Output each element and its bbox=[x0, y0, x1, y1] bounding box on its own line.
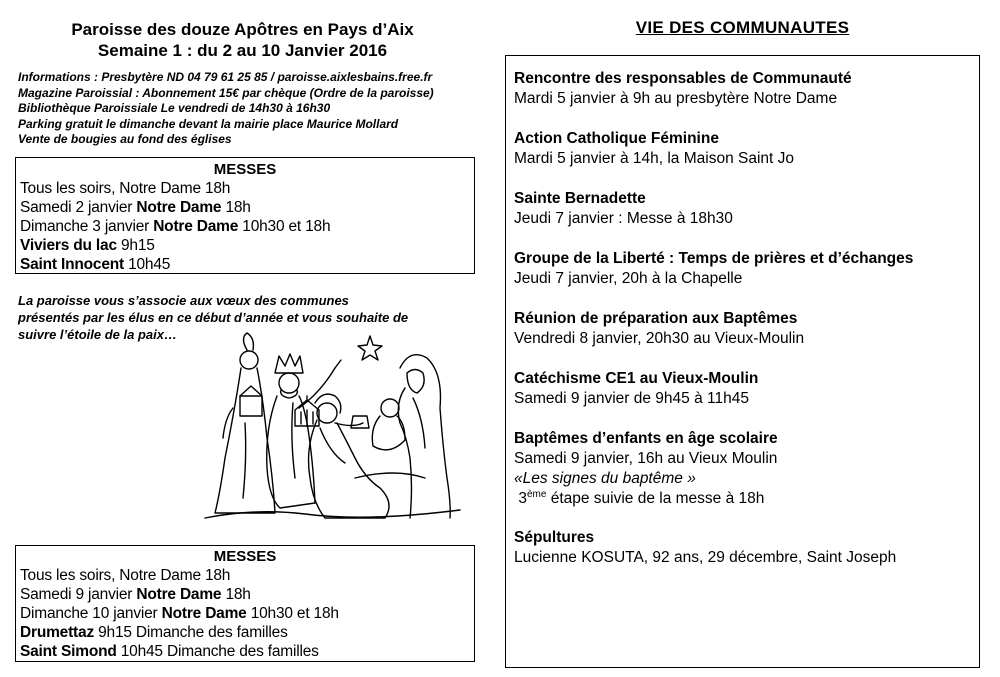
messe-line: Drumettaz 9h15 Dimanche des familles bbox=[20, 624, 288, 641]
messe-line: Dimanche 10 janvier Notre Dame 10h30 et 18h bbox=[20, 605, 339, 622]
vie-item: Sépultures Lucienne KOSUTA, 92 ans, 29 décembre, Saint Joseph bbox=[514, 529, 897, 566]
messe-line: Samedi 2 janvier Notre Dame 18h bbox=[20, 199, 251, 216]
vie-box bbox=[505, 55, 980, 668]
messe-line: Saint Innocent 10h45 bbox=[20, 256, 171, 273]
vie-item: Action Catholique Féminine Mardi 5 janvier à 14h, la Maison Saint Jo bbox=[514, 130, 795, 167]
info-line: Magazine Paroissial : Abonnement 15€ par chèque (Ordre de la paroisse) bbox=[18, 85, 434, 100]
messes-box-week2 bbox=[15, 545, 475, 662]
vie-item: Rencontre des responsables de Communauté Mardi 5 janvier à 9h au presbytère Notre Dame bbox=[514, 70, 852, 107]
vie-item: Baptêmes d’enfants en âge scolaire Samedi 9 janvier, 16h au Vieux Moulin «Les signes du baptême » 3ème étape suivie de la messe à 18h bbox=[514, 430, 778, 507]
messe-line: Saint Simond 10h45 Dimanche des familles bbox=[20, 643, 319, 660]
nativity-illustration bbox=[195, 328, 470, 533]
info-line: Parking gratuit le dimanche devant la mairie place Maurice Mollard bbox=[18, 116, 399, 131]
info-line: Bibliothèque Paroissiale Le vendredi de 14h30 à 16h30 bbox=[18, 101, 331, 115]
messe-line: Tous les soirs, Notre Dame 18h bbox=[20, 180, 231, 197]
messes-title: MESSES bbox=[213, 548, 277, 565]
messes-title: MESSES bbox=[213, 161, 277, 178]
messe-line: Samedi 9 janvier Notre Dame 18h bbox=[20, 586, 251, 603]
vie-item: Catéchisme CE1 au Vieux-Moulin Samedi 9 janvier de 9h45 à 11h45 bbox=[514, 370, 759, 407]
messe-line: Dimanche 3 janvier Notre Dame 10h30 et 18h bbox=[20, 218, 331, 235]
star-icon bbox=[358, 336, 382, 360]
messes-box-week1 bbox=[15, 157, 475, 274]
voeux-text: La paroisse vous s’associe aux vœux des communes présentés par les élus en ce début d’année et vous souhaite de suivre l’étoile de la paix… bbox=[18, 293, 409, 342]
vie-item: Groupe de la Liberté : Temps de prières et d’échanges Jeudi 7 janvier, 20h à la Chapelle bbox=[514, 250, 914, 287]
messe-line: Viviers du lac 9h15 bbox=[20, 237, 155, 254]
messe-line: Tous les soirs, Notre Dame 18h bbox=[20, 567, 231, 584]
vie-title: VIE DES COMMUNAUTES bbox=[635, 18, 850, 37]
info-line: Vente de bougies au fond des églises bbox=[18, 132, 232, 146]
info-line: Informations : Presbytère ND 04 79 61 25 85 / paroisse.aixlesbains.free.fr bbox=[18, 70, 433, 84]
info-block bbox=[18, 70, 478, 148]
vie-item: Sainte Bernadette Jeudi 7 janvier : Messe à 18h30 bbox=[514, 190, 733, 227]
vie-item: Réunion de préparation aux Baptêmes Vendredi 8 janvier, 20h30 au Vieux-Moulin bbox=[514, 310, 805, 347]
week-title: Semaine 1 : du 2 au 10 Janvier 2016 bbox=[97, 41, 388, 60]
parish-title: Paroisse des douze Apôtres en Pays d’Aix bbox=[71, 20, 414, 39]
